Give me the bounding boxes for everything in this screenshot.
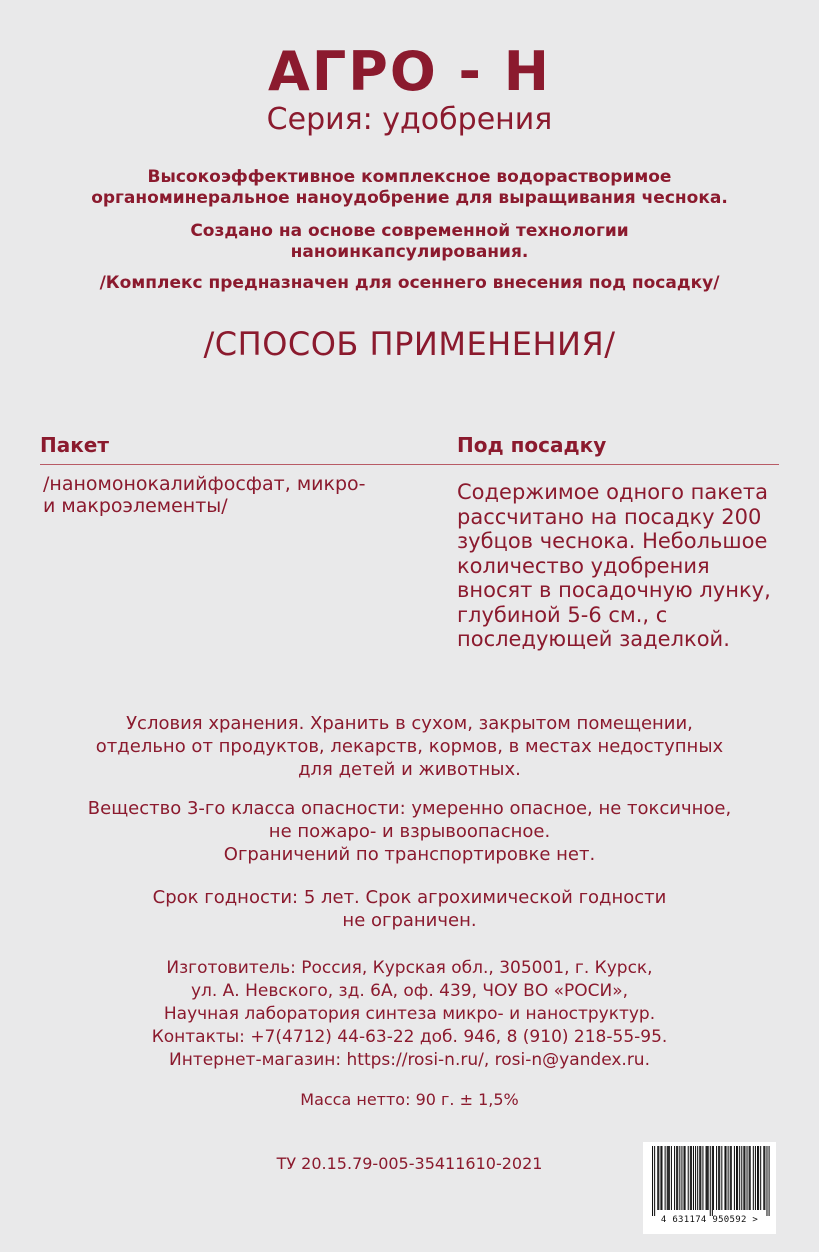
- barcode-bar: [726, 1146, 727, 1210]
- barcode-bar: [712, 1146, 713, 1216]
- net-mass: Масса нетто: 90 г. ± 1,5%: [300, 1090, 519, 1109]
- barcode-bar: [741, 1146, 742, 1210]
- barcode-bar: [747, 1146, 748, 1210]
- cell-line: глубиной 5-6 см., с: [457, 602, 668, 627]
- shelf-life: [0, 886, 819, 932]
- barcode-bar: [657, 1146, 658, 1210]
- barcode-bar: [721, 1146, 722, 1210]
- table-cell-planting: [457, 480, 787, 652]
- manufacturer-line: ул. А. Невского, зд. 6А, оф. 439, ЧОУ ВО «РОСИ»,: [190, 981, 629, 1001]
- barcode-bar: [749, 1146, 750, 1210]
- intro-line: Создано на основе современной технологии: [190, 221, 629, 241]
- barcode-bar: [710, 1146, 711, 1216]
- storage-conditions: [0, 712, 819, 781]
- shelf-line: Срок годности: 5 лет. Срок агрохимической годности: [152, 887, 667, 908]
- barcode-bar: [753, 1146, 754, 1210]
- barcode-bar: [699, 1146, 700, 1210]
- barcode-bar: [755, 1146, 756, 1210]
- barcode-bar: [652, 1146, 653, 1216]
- barcode-bar: [695, 1146, 696, 1210]
- table-header-planting: Под посадку: [457, 433, 607, 457]
- barcode-bar: [691, 1146, 692, 1210]
- barcode-bar: [654, 1146, 655, 1216]
- barcode-bar: [693, 1146, 694, 1210]
- barcode-bar: [757, 1146, 758, 1210]
- barcode-bar: [713, 1146, 714, 1210]
- barcode-bar: [679, 1146, 680, 1210]
- manufacturer-line: Контакты: +7(4712) 44-63-22 доб. 946, 8 (910) 218-55-95.: [151, 1027, 668, 1047]
- barcode-bar: [737, 1146, 738, 1210]
- barcode-bar: [750, 1146, 751, 1210]
- barcode-bar: [734, 1146, 735, 1210]
- barcode-bar: [697, 1146, 698, 1210]
- barcode-bar: [730, 1146, 731, 1210]
- barcode-bar: [706, 1146, 707, 1210]
- cell-line: Содержимое одного пакета: [457, 480, 768, 504]
- barcode-bar: [671, 1146, 672, 1210]
- table-header-row: [40, 430, 779, 465]
- barcode-bar: [766, 1146, 767, 1216]
- storage-line: Условия хранения. Хранить в сухом, закрытом помещении,: [126, 713, 693, 734]
- barcode-bar: [661, 1146, 662, 1210]
- manufacturer-line: Интернет-магазин: https://rosi-n.ru/, rosi-n@yandex.ru.: [168, 1050, 650, 1070]
- cell-line: и макроэлементы/: [43, 495, 228, 517]
- barcode-bar: [667, 1146, 668, 1210]
- barcode-bar: [684, 1146, 685, 1210]
- barcode-bar: [690, 1146, 691, 1210]
- barcode-bar: [763, 1146, 764, 1210]
- barcode-bar: [764, 1146, 765, 1210]
- cell-line: зубцов чеснока. Небольшое: [457, 529, 768, 553]
- barcode-bar: [708, 1146, 709, 1210]
- barcode-bar: [665, 1146, 666, 1210]
- barcode-bar: [700, 1146, 701, 1210]
- barcode-bar: [743, 1146, 744, 1210]
- series-label: Серия: удобрения: [266, 102, 553, 137]
- barcode-bar: [744, 1146, 745, 1210]
- hazard-line: Ограничений по транспортировке нет.: [223, 844, 596, 865]
- intro-line: органоминеральное наноудобрение для выращивания чеснока.: [91, 188, 728, 208]
- shelf-line: не ограничен.: [342, 910, 477, 931]
- barcode-bar: [669, 1146, 670, 1210]
- table-cell-package: [43, 473, 413, 517]
- barcode-bar: [736, 1146, 737, 1210]
- barcode-bar: [716, 1146, 717, 1210]
- intro-purpose: /Комплекс предназначен для осеннего внесения под посадку/: [99, 273, 720, 293]
- barcode-bar: [760, 1146, 761, 1210]
- barcode-bar: [702, 1146, 703, 1210]
- barcode-bar: [677, 1146, 678, 1210]
- method-title: /СПОСОБ ПРИМЕНЕНИЯ/: [203, 325, 616, 363]
- hazard-line: Вещество 3-го класса опасности: умеренно опасное, не токсичное,: [87, 798, 732, 819]
- cell-line: последующей заделкой.: [457, 627, 730, 651]
- intro-description: [0, 167, 819, 209]
- intro-technology: [0, 221, 819, 263]
- barcode-bar: [719, 1146, 720, 1210]
- barcode-bar: [758, 1146, 759, 1210]
- manufacturer-line: Научная лаборатория синтеза микро- и наноструктур.: [163, 1004, 656, 1024]
- manufacturer-line: Изготовитель: Россия, Курская обл., 305001, г. Курск,: [166, 958, 653, 978]
- hazard-line: не пожаро- и взрывоопасное.: [268, 821, 551, 842]
- barcode-bar: [769, 1146, 770, 1216]
- barcode-bar: [676, 1146, 677, 1210]
- barcode-bar: [688, 1146, 689, 1210]
- table-header-package: Пакет: [40, 433, 109, 457]
- manufacturer-info: [0, 957, 819, 1072]
- barcode-bar: [718, 1146, 719, 1210]
- barcode-bar: [724, 1146, 725, 1210]
- barcode-bar: [728, 1146, 729, 1210]
- barcode-bar: [658, 1146, 659, 1210]
- barcode-bar: [739, 1146, 740, 1210]
- technical-spec: ТУ 20.15.79-005-35411610-2021: [276, 1154, 543, 1173]
- barcode-bar: [731, 1146, 732, 1210]
- barcode: [643, 1142, 776, 1234]
- intro-line: наноинкапсулирования.: [290, 242, 529, 262]
- cell-line: рассчитано на посадку 200: [457, 504, 762, 529]
- barcode-bar: [707, 1146, 708, 1210]
- barcode-bars: [643, 1142, 776, 1216]
- storage-line: отдельно от продуктов, лекарств, кормов, в местах недоступных: [95, 736, 724, 757]
- barcode-number: 4 631174 950592 >: [660, 1215, 759, 1225]
- cell-line: вносят в посадочную лунку,: [457, 578, 771, 602]
- barcode-bar: [681, 1146, 682, 1210]
- hazard-class: [0, 797, 819, 866]
- barcode-bar: [685, 1146, 686, 1210]
- cell-line: /наномонокалийфосфат, микро-: [43, 473, 366, 495]
- barcode-bar: [674, 1146, 675, 1210]
- storage-line: для детей и животных.: [298, 759, 521, 780]
- cell-line: количество удобрения: [457, 553, 710, 578]
- barcode-bar: [660, 1146, 661, 1210]
- barcode-bar: [668, 1146, 669, 1210]
- product-title: АГРО - Н: [268, 40, 551, 103]
- intro-line: Высокоэффективное комплексное водорастворимое: [147, 167, 672, 187]
